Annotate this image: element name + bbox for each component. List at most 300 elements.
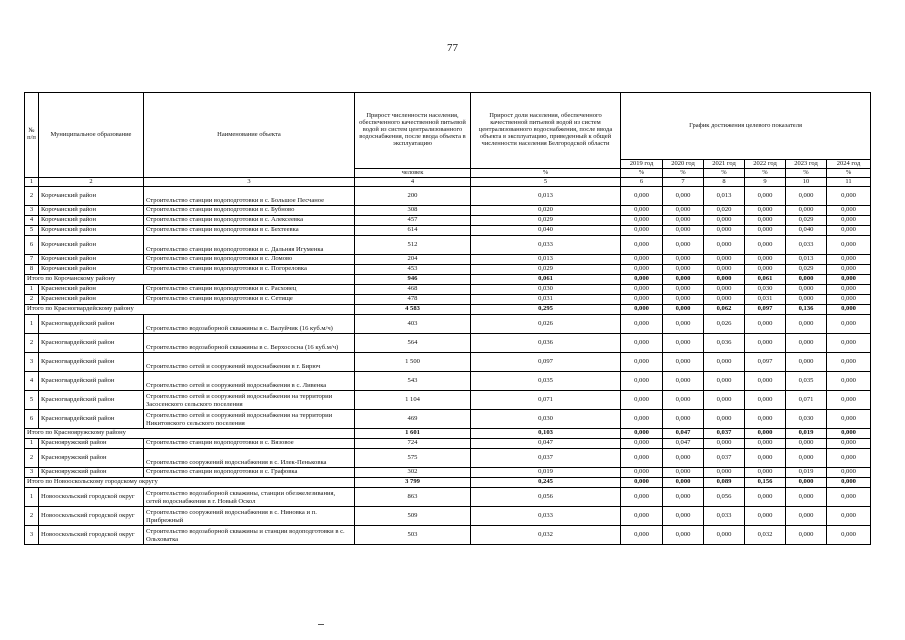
year-value-cell: 0,000 (786, 478, 827, 488)
year-value-cell: 0,000 (663, 315, 704, 334)
year-value-cell: 0,000 (621, 429, 663, 439)
share-cell: 0,036 (471, 334, 621, 353)
municipality-cell: Красногвардейский район (39, 315, 144, 334)
year-value-cell: 0,000 (745, 187, 786, 206)
year-value-cell: 0,062 (704, 305, 745, 315)
year-value-cell: 0,000 (621, 255, 663, 265)
object-cell: Строительство станции водоподготовки в с. Ломово (144, 255, 355, 265)
municipality-cell: Корочанский район (39, 236, 144, 255)
year-value-cell: 0,032 (745, 526, 786, 545)
year-value-cell: 0,000 (786, 285, 827, 295)
column-number: 9 (745, 178, 786, 187)
year-value-cell: 0,000 (621, 391, 663, 410)
table-row (25, 295, 871, 305)
year-value-cell: 0,047 (663, 429, 704, 439)
year-value-cell: 0,029 (786, 216, 827, 226)
year-value-cell: 0,000 (704, 255, 745, 265)
people-cell: 302 (355, 468, 471, 478)
year-value-cell: 0,000 (704, 275, 745, 285)
people-cell: 614 (355, 226, 471, 236)
year-value-cell: 0,000 (704, 526, 745, 545)
row-number: 2 (25, 334, 39, 353)
share-cell: 0,035 (471, 372, 621, 391)
year-value-cell: 0,000 (621, 507, 663, 526)
year-value-cell: 0,097 (745, 305, 786, 315)
object-cell: Строительство водозаборной скважины в с. Верхососна (16 куб.м/ч) (144, 334, 355, 353)
people-cell: 946 (355, 275, 471, 285)
people-cell: 4 583 (355, 305, 471, 315)
municipality-cell: Краснояружский район (39, 439, 144, 449)
share-cell: 0,245 (471, 478, 621, 488)
table-row (25, 372, 871, 391)
year-value-cell: 0,000 (704, 410, 745, 429)
people-cell: 453 (355, 265, 471, 275)
table-row (25, 226, 871, 236)
header-object: Наименование объекта (144, 93, 355, 178)
share-cell: 0,103 (471, 429, 621, 439)
table-row (25, 468, 871, 478)
year-value-cell: 0,000 (621, 353, 663, 372)
year-value-cell: 0,000 (827, 265, 871, 275)
year-value-cell: 0,000 (786, 488, 827, 507)
municipality-cell: Корочанский район (39, 187, 144, 206)
object-cell: Строительство станции водоподготовки в с. Вязовое (144, 439, 355, 449)
year-value-cell: 0,136 (786, 305, 827, 315)
row-number: 3 (25, 206, 39, 216)
object-cell: Строительство водозаборной скважины в с. Валуйчик (16 куб.м/ч) (144, 315, 355, 334)
year-value-cell: 0,000 (663, 187, 704, 206)
year-value-cell: 0,000 (663, 391, 704, 410)
row-number: 1 (25, 285, 39, 295)
municipality-cell: Новооскольский городской округ (39, 526, 144, 545)
unit-year-percent: % (786, 169, 827, 178)
column-number: 6 (621, 178, 663, 187)
year-value-cell: 0,156 (745, 478, 786, 488)
year-value-cell: 0,000 (621, 305, 663, 315)
municipality-cell: Красногвардейский район (39, 334, 144, 353)
year-value-cell: 0,000 (704, 216, 745, 226)
year-value-cell: 0,000 (621, 265, 663, 275)
year-value-cell: 0,000 (704, 372, 745, 391)
people-cell: 403 (355, 315, 471, 334)
year-value-cell: 0,000 (827, 449, 871, 468)
share-cell: 0,026 (471, 315, 621, 334)
share-cell: 0,019 (471, 468, 621, 478)
share-cell: 0,030 (471, 410, 621, 429)
row-number: 2 (25, 295, 39, 305)
people-cell: 478 (355, 295, 471, 305)
object-cell: Строительство сетей и сооружений водоснабжения на территории Никитовского сельского поселения (144, 410, 355, 429)
row-number: 3 (25, 526, 39, 545)
year-value-cell: 0,000 (704, 236, 745, 255)
object-cell: Строительство сетей и сооружений водоснабжения в с. Ливенка (144, 372, 355, 391)
year-value-cell: 0,000 (745, 468, 786, 478)
total-row (25, 478, 871, 488)
object-cell: Строительство станции водоподготовки в с. Алексеевка (144, 216, 355, 226)
year-value-cell: 0,000 (827, 353, 871, 372)
table-row (25, 265, 871, 275)
year-value-cell: 0,037 (704, 449, 745, 468)
total-label: Итого по Краснояружскому району (25, 429, 355, 439)
row-number: 1 (25, 439, 39, 449)
year-value-cell: 0,000 (827, 334, 871, 353)
header-year: 2022 год (745, 160, 786, 169)
table-row (25, 449, 871, 468)
year-value-cell: 0,000 (827, 410, 871, 429)
municipality-cell: Корочанский район (39, 226, 144, 236)
page-mark (318, 624, 324, 625)
total-row (25, 275, 871, 285)
object-cell: Строительство станции водоподготовки в с. Большое Песчаное (144, 187, 355, 206)
municipality-cell: Красногвардейский район (39, 410, 144, 429)
share-cell: 0,040 (471, 226, 621, 236)
municipality-cell: Корочанский район (39, 216, 144, 226)
column-number: 1 (25, 178, 39, 187)
year-value-cell: 0,000 (827, 305, 871, 315)
object-cell: Строительство станции водоподготовки в с. Бубново (144, 206, 355, 216)
year-value-cell: 0,071 (786, 391, 827, 410)
share-cell: 0,013 (471, 255, 621, 265)
year-value-cell: 0,000 (621, 295, 663, 305)
year-value-cell: 0,000 (621, 439, 663, 449)
year-value-cell: 0,000 (745, 216, 786, 226)
year-value-cell: 0,000 (663, 226, 704, 236)
year-value-cell: 0,000 (786, 439, 827, 449)
people-cell: 575 (355, 449, 471, 468)
year-value-cell: 0,000 (621, 449, 663, 468)
share-cell: 0,047 (471, 439, 621, 449)
object-cell: Строительство сетей и сооружений водоснабжения на территории Засосенского сельского поселения (144, 391, 355, 410)
year-value-cell: 0,000 (786, 275, 827, 285)
year-value-cell: 0,000 (704, 265, 745, 275)
year-value-cell: 0,000 (663, 236, 704, 255)
row-number: 8 (25, 265, 39, 275)
year-value-cell: 0,000 (663, 295, 704, 305)
municipality-cell: Корочанский район (39, 255, 144, 265)
year-value-cell: 0,000 (745, 265, 786, 275)
header-year: 2019 год (621, 160, 663, 169)
year-value-cell: 0,000 (827, 526, 871, 545)
people-cell: 469 (355, 410, 471, 429)
year-value-cell: 0,019 (786, 468, 827, 478)
total-label: Итого по Новооскольскому городскому округу (25, 478, 355, 488)
year-value-cell: 0,000 (621, 488, 663, 507)
year-value-cell: 0,037 (704, 429, 745, 439)
year-value-cell: 0,000 (745, 236, 786, 255)
year-value-cell: 0,000 (745, 488, 786, 507)
unit-year-percent: % (827, 169, 871, 178)
municipality-cell: Краснояружский район (39, 449, 144, 468)
year-value-cell: 0,000 (786, 315, 827, 334)
people-cell: 3 799 (355, 478, 471, 488)
municipality-cell: Корочанский район (39, 206, 144, 216)
year-value-cell: 0,029 (786, 265, 827, 275)
year-value-cell: 0,000 (663, 216, 704, 226)
people-cell: 1 500 (355, 353, 471, 372)
unit-year-percent: % (704, 169, 745, 178)
header-year: 2020 год (663, 160, 704, 169)
municipality-cell: Краснояружский район (39, 468, 144, 478)
row-number: 4 (25, 216, 39, 226)
year-value-cell: 0,000 (621, 315, 663, 334)
share-cell: 0,295 (471, 305, 621, 315)
year-value-cell: 0,000 (786, 353, 827, 372)
year-value-cell: 0,000 (663, 353, 704, 372)
row-number: 1 (25, 488, 39, 507)
header-growth: Прирост численности населения, обеспеченного качественной питьевой водой из систем централизованного водоснабжения, после ввода объекта в эксплуатацию (355, 93, 471, 169)
year-value-cell: 0,000 (827, 206, 871, 216)
year-value-cell: 0,000 (786, 334, 827, 353)
table-row (25, 488, 871, 507)
people-cell: 503 (355, 526, 471, 545)
people-cell: 468 (355, 285, 471, 295)
table-row (25, 187, 871, 206)
share-cell: 0,020 (471, 206, 621, 216)
people-cell: 724 (355, 439, 471, 449)
year-value-cell: 0,000 (621, 236, 663, 255)
municipality-cell: Красногвардейский район (39, 353, 144, 372)
municipality-cell: Красногвардейский район (39, 391, 144, 410)
table-row (25, 216, 871, 226)
year-value-cell: 0,000 (827, 468, 871, 478)
row-number: 5 (25, 391, 39, 410)
year-value-cell: 0,000 (745, 449, 786, 468)
table-row (25, 206, 871, 216)
year-value-cell: 0,000 (621, 285, 663, 295)
share-cell: 0,032 (471, 526, 621, 545)
row-number: 3 (25, 353, 39, 372)
municipality-cell: Корочанский район (39, 265, 144, 275)
table-row (25, 391, 871, 410)
year-value-cell: 0,000 (786, 507, 827, 526)
year-value-cell: 0,000 (621, 216, 663, 226)
year-value-cell: 0,000 (827, 216, 871, 226)
municipality-cell: Новооскольский городской округ (39, 488, 144, 507)
table-row (25, 353, 871, 372)
object-cell: Строительство станции водоподготовки в с. Бехтеевка (144, 226, 355, 236)
table-body (25, 187, 871, 545)
year-value-cell: 0,013 (704, 187, 745, 206)
year-value-cell: 0,000 (745, 206, 786, 216)
table-row (25, 285, 871, 295)
year-value-cell: 0,000 (786, 187, 827, 206)
year-value-cell: 0,000 (663, 478, 704, 488)
row-number: 3 (25, 468, 39, 478)
year-value-cell: 0,000 (745, 439, 786, 449)
year-value-cell: 0,000 (827, 236, 871, 255)
table-row (25, 410, 871, 429)
object-cell: Строительство станции водоподготовки в с. Графовка (144, 468, 355, 478)
object-cell: Строительство станции водоподготовки в с. Погореловка (144, 265, 355, 275)
people-cell: 509 (355, 507, 471, 526)
object-cell: Строительство водозаборной скважины, станции обезжелезивания, сетей водоснабжения в г. Новый Оскол (144, 488, 355, 507)
table-row (25, 236, 871, 255)
unit-year-percent: % (745, 169, 786, 178)
object-cell: Строительство водозаборной скважины и станции водоподготовки в с. Ольховатка (144, 526, 355, 545)
year-value-cell: 0,000 (827, 315, 871, 334)
year-value-cell: 0,000 (745, 226, 786, 236)
year-value-cell: 0,000 (704, 226, 745, 236)
year-value-cell: 0,000 (663, 265, 704, 275)
people-cell: 457 (355, 216, 471, 226)
column-number: 11 (827, 178, 871, 187)
year-value-cell: 0,000 (745, 315, 786, 334)
unit-people: человек (355, 169, 471, 178)
table-row (25, 439, 871, 449)
municipality-cell: Красненский район (39, 295, 144, 305)
column-number: 2 (39, 178, 144, 187)
year-value-cell: 0,000 (745, 391, 786, 410)
year-value-cell: 0,000 (621, 410, 663, 429)
year-value-cell: 0,000 (786, 206, 827, 216)
municipality-cell: Красненский район (39, 285, 144, 295)
year-value-cell: 0,030 (786, 410, 827, 429)
row-number: 1 (25, 315, 39, 334)
year-value-cell: 0,000 (663, 468, 704, 478)
row-number: 2 (25, 187, 39, 206)
share-cell: 0,013 (471, 187, 621, 206)
year-value-cell: 0,000 (745, 429, 786, 439)
year-value-cell: 0,000 (663, 285, 704, 295)
header-year: 2021 год (704, 160, 745, 169)
people-cell: 543 (355, 372, 471, 391)
table-row (25, 526, 871, 545)
header-num: № п/п (25, 93, 39, 178)
share-cell: 0,031 (471, 295, 621, 305)
table-row (25, 507, 871, 526)
page-number: 77 (447, 42, 458, 54)
object-cell: Строительство станции водоподготовки в с. Расховец (144, 285, 355, 295)
people-cell: 308 (355, 206, 471, 216)
year-value-cell: 0,000 (663, 526, 704, 545)
unit-year-percent: % (621, 169, 663, 178)
year-value-cell: 0,000 (827, 295, 871, 305)
year-value-cell: 0,000 (663, 334, 704, 353)
year-value-cell: 0,061 (745, 275, 786, 285)
row-number: 6 (25, 236, 39, 255)
share-cell: 0,037 (471, 449, 621, 468)
year-value-cell: 0,000 (827, 226, 871, 236)
year-value-cell: 0,000 (621, 334, 663, 353)
table-row (25, 315, 871, 334)
year-value-cell: 0,040 (786, 226, 827, 236)
year-value-cell: 0,056 (704, 488, 745, 507)
share-cell: 0,029 (471, 216, 621, 226)
column-number: 4 (355, 178, 471, 187)
year-value-cell: 0,097 (745, 353, 786, 372)
year-value-cell: 0,000 (663, 305, 704, 315)
share-cell: 0,033 (471, 236, 621, 255)
total-row (25, 305, 871, 315)
year-value-cell: 0,000 (621, 468, 663, 478)
total-row (25, 429, 871, 439)
municipality-cell: Новооскольский городской округ (39, 507, 144, 526)
municipality-cell: Красногвардейский район (39, 372, 144, 391)
object-cell: Строительство станции водоподготовки в с. Дальняя Игуменка (144, 236, 355, 255)
total-label: Итого по Красногвардейскому району (25, 305, 355, 315)
year-value-cell: 0,000 (827, 285, 871, 295)
year-value-cell: 0,000 (827, 187, 871, 206)
year-value-cell: 0,047 (663, 439, 704, 449)
year-value-cell: 0,000 (745, 372, 786, 391)
year-value-cell: 0,035 (786, 372, 827, 391)
year-value-cell: 0,000 (827, 429, 871, 439)
year-value-cell: 0,000 (786, 449, 827, 468)
year-value-cell: 0,000 (663, 275, 704, 285)
year-value-cell: 0,000 (663, 372, 704, 391)
people-cell: 564 (355, 334, 471, 353)
people-cell: 863 (355, 488, 471, 507)
year-value-cell: 0,000 (663, 410, 704, 429)
year-value-cell: 0,000 (663, 206, 704, 216)
table-header (25, 93, 871, 187)
share-cell: 0,071 (471, 391, 621, 410)
year-value-cell: 0,000 (621, 206, 663, 216)
header-share: Прирост доли населения, обеспеченного качественной питьевой водой из систем централизованного водоснабжения, после ввода объекта в эксплуатацию, приведенный к общей численности населения Белгородской области (471, 93, 621, 169)
year-value-cell: 0,030 (745, 285, 786, 295)
year-value-cell: 0,000 (704, 391, 745, 410)
object-cell: Строительство сетей и сооружений водоснабжения в г. Бирюч (144, 353, 355, 372)
year-value-cell: 0,000 (786, 526, 827, 545)
year-value-cell: 0,031 (745, 295, 786, 305)
header-schedule: График достижения целевого показателя (621, 93, 871, 160)
year-value-cell: 0,000 (663, 449, 704, 468)
object-cell: Строительство сооружений водоснабжения в с. Илек-Пеньковка (144, 449, 355, 468)
share-cell: 0,061 (471, 275, 621, 285)
row-number: 2 (25, 507, 39, 526)
table-row (25, 255, 871, 265)
share-cell: 0,097 (471, 353, 621, 372)
year-value-cell: 0,000 (621, 275, 663, 285)
year-value-cell: 0,000 (621, 526, 663, 545)
people-cell: 512 (355, 236, 471, 255)
share-cell: 0,030 (471, 285, 621, 295)
year-value-cell: 0,000 (745, 410, 786, 429)
year-value-cell: 0,000 (827, 478, 871, 488)
year-value-cell: 0,000 (704, 353, 745, 372)
header-municipality: Муниципальное образование (39, 93, 144, 178)
year-value-cell: 0,000 (745, 334, 786, 353)
unit-year-percent: % (663, 169, 704, 178)
year-value-cell: 0,000 (663, 507, 704, 526)
row-number: 5 (25, 226, 39, 236)
people-cell: 204 (355, 255, 471, 265)
unit-percent: % (471, 169, 621, 178)
row-number: 7 (25, 255, 39, 265)
table-row (25, 334, 871, 353)
year-value-cell: 0,000 (827, 507, 871, 526)
year-value-cell: 0,000 (621, 478, 663, 488)
year-value-cell: 0,089 (704, 478, 745, 488)
year-value-cell: 0,000 (827, 255, 871, 265)
header-year: 2024 год (827, 160, 871, 169)
year-value-cell: 0,033 (786, 236, 827, 255)
year-value-cell: 0,000 (704, 295, 745, 305)
year-value-cell: 0,000 (827, 275, 871, 285)
object-cell: Строительство сооружений водоснабжения в с. Ниновка и п. Прибрежный (144, 507, 355, 526)
year-value-cell: 0,000 (704, 468, 745, 478)
year-value-cell: 0,000 (621, 372, 663, 391)
people-cell: 1 104 (355, 391, 471, 410)
year-value-cell: 0,000 (663, 255, 704, 265)
year-value-cell: 0,033 (704, 507, 745, 526)
column-number: 7 (663, 178, 704, 187)
year-value-cell: 0,000 (827, 391, 871, 410)
object-cell: Строительство станции водоподготовки в с. Сетище (144, 295, 355, 305)
row-number: 6 (25, 410, 39, 429)
year-value-cell: 0,000 (786, 295, 827, 305)
year-value-cell: 0,000 (827, 372, 871, 391)
